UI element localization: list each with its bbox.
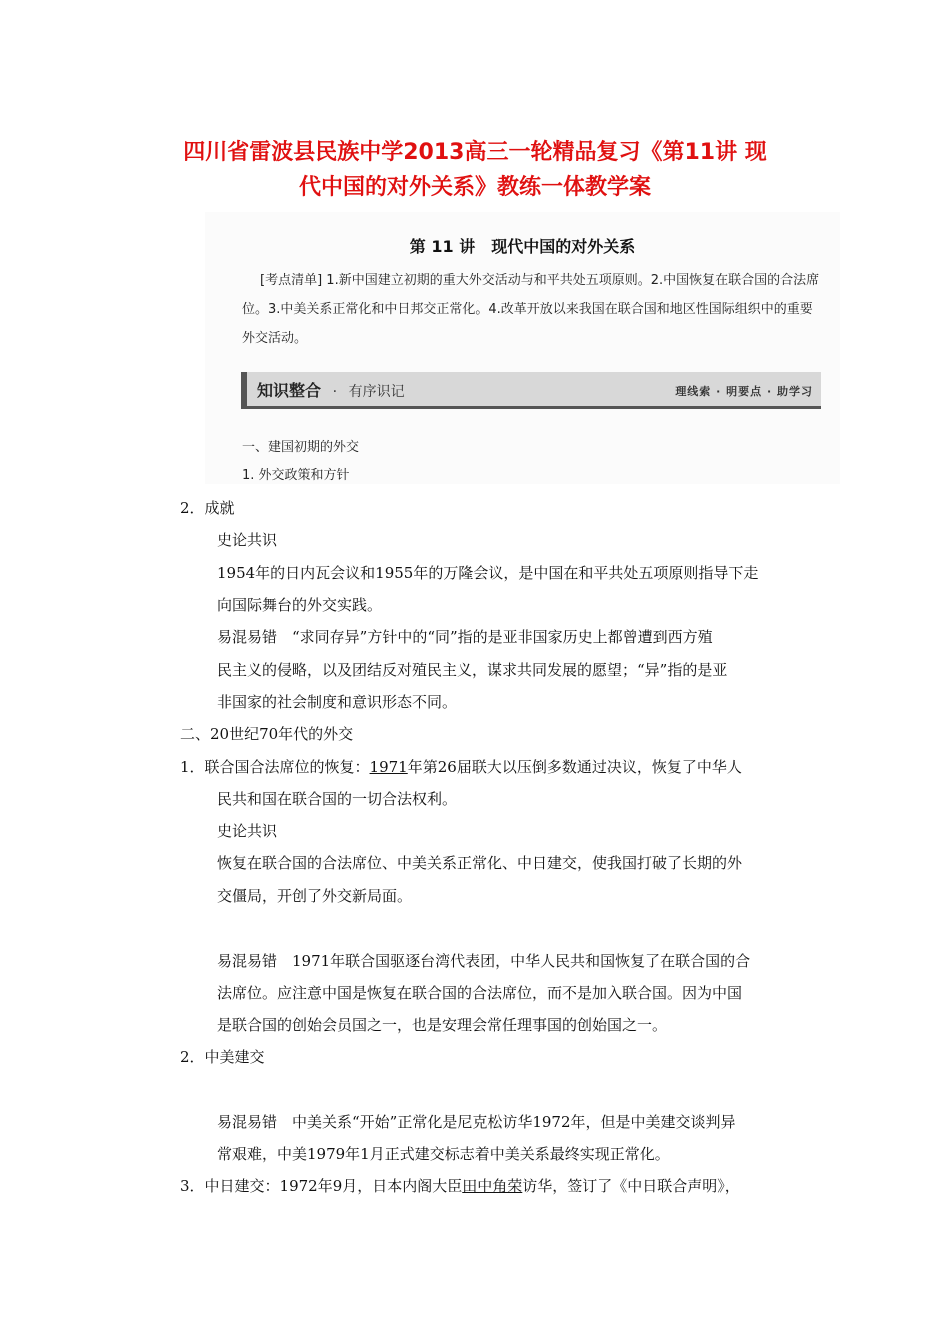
document-title-line-2: 代中国的对外关系》教练一体教学案: [298, 175, 651, 200]
banner-sub-text: 有序识记: [348, 384, 405, 400]
section-banner: [241, 372, 821, 409]
text-line: 法席位。应注意中国是恢复在联合国的合法席位，而不是加入联合国。因为中国: [217, 984, 743, 1002]
heading-70s-diplomacy: 二、20世纪70年代的外交: [180, 725, 354, 743]
lesson-title: 第 11 讲 现代中国的对外关系: [409, 237, 636, 256]
heading-achievements: 2．成就: [180, 499, 235, 517]
un-year: 1971: [369, 758, 408, 776]
embed-heading-2: 1. 外交政策和方针: [242, 468, 350, 483]
banner-accent: [241, 372, 247, 406]
text-line: 常艰难，中美1979年1月正式建交标志着中美关系最终实现正常化。: [217, 1145, 670, 1163]
text-line: 恢复在联合国的合法席位、中美关系正常化、中日建交，使我国打破了长期的外: [217, 854, 743, 872]
tanaka-name: 田中角荣: [462, 1177, 523, 1195]
un-seat-label: 1．联合国合法席位的恢复：: [180, 758, 370, 776]
text-line: 易混易错 中美关系“开始”正常化是尼克松访华1972年，但是中美建交谈判异: [217, 1113, 736, 1131]
label-shilun-2: 史论共识: [217, 822, 278, 840]
banner-heading: [257, 378, 405, 401]
sino-japan-line: [180, 1176, 740, 1196]
text-line: 非国家的社会制度和意识形态不同。: [217, 693, 458, 711]
text-line: 易混易错 “求同存异”方针中的“同”指的是亚非国家历史上都曾遭到西方殖: [217, 628, 713, 646]
text-line: 交僵局，开创了外交新局面。: [217, 887, 413, 905]
banner-dot: ·: [332, 384, 338, 400]
kaodian-label: [考点清单]: [260, 273, 323, 288]
heading-sino-us: 2．中美建交: [180, 1048, 265, 1066]
banner-main-text: 知识整合: [257, 381, 322, 400]
text-line: 易混易错 1971年联合国驱逐台湾代表团，中华人民共和国恢复了在联合国的合: [217, 952, 751, 970]
banner-tagline: 理线索 · 明要点 · 助学习: [675, 385, 813, 398]
label-shilun-1: 史论共识: [217, 531, 278, 549]
un-seat-line: [180, 757, 742, 777]
text-line: 1954年的日内瓦会议和1955年的万隆会议，是中国在和平共处五项原则指导下走: [217, 564, 759, 582]
text-line: 向国际舞台的外交实践。: [217, 596, 383, 614]
text-line: 是联合国的创始会员国之一，也是安理会常任理事国的创始国之一。: [217, 1016, 668, 1034]
text-line: 民共和国在联合国的一切合法权利。: [217, 790, 458, 808]
embedded-lesson-image: [205, 212, 840, 484]
embed-heading-1: 一、建国初期的外交: [242, 440, 360, 455]
kaodian-paragraph: [242, 266, 824, 353]
sino-japan-text-a: 3．中日建交：1972年9月，日本内阁大臣: [180, 1177, 463, 1195]
text-line: 民主义的侵略，以及团结反对殖民主义，谋求共同发展的愿望；“异”指的是亚: [217, 661, 728, 679]
document-title-line-1: 四川省雷波县民族中学2013高三一轮精品复习《第11讲 现: [183, 140, 767, 165]
kaodian-text: 1.新中国建立初期的重大外交活动与和平共处五项原则。2.中国恢复在联合国的合法席位。3.中美关系正常化和中日邦交正常化。4.改革开放以来我国在联合国和地区性国际组织中的重要外交活动。: [242, 273, 820, 346]
sino-japan-text-b: 访华，签订了《中日联合声明》，: [522, 1177, 740, 1195]
un-seat-text: 年第26届联大以压倒多数通过决议，恢复了中华人: [407, 758, 742, 776]
